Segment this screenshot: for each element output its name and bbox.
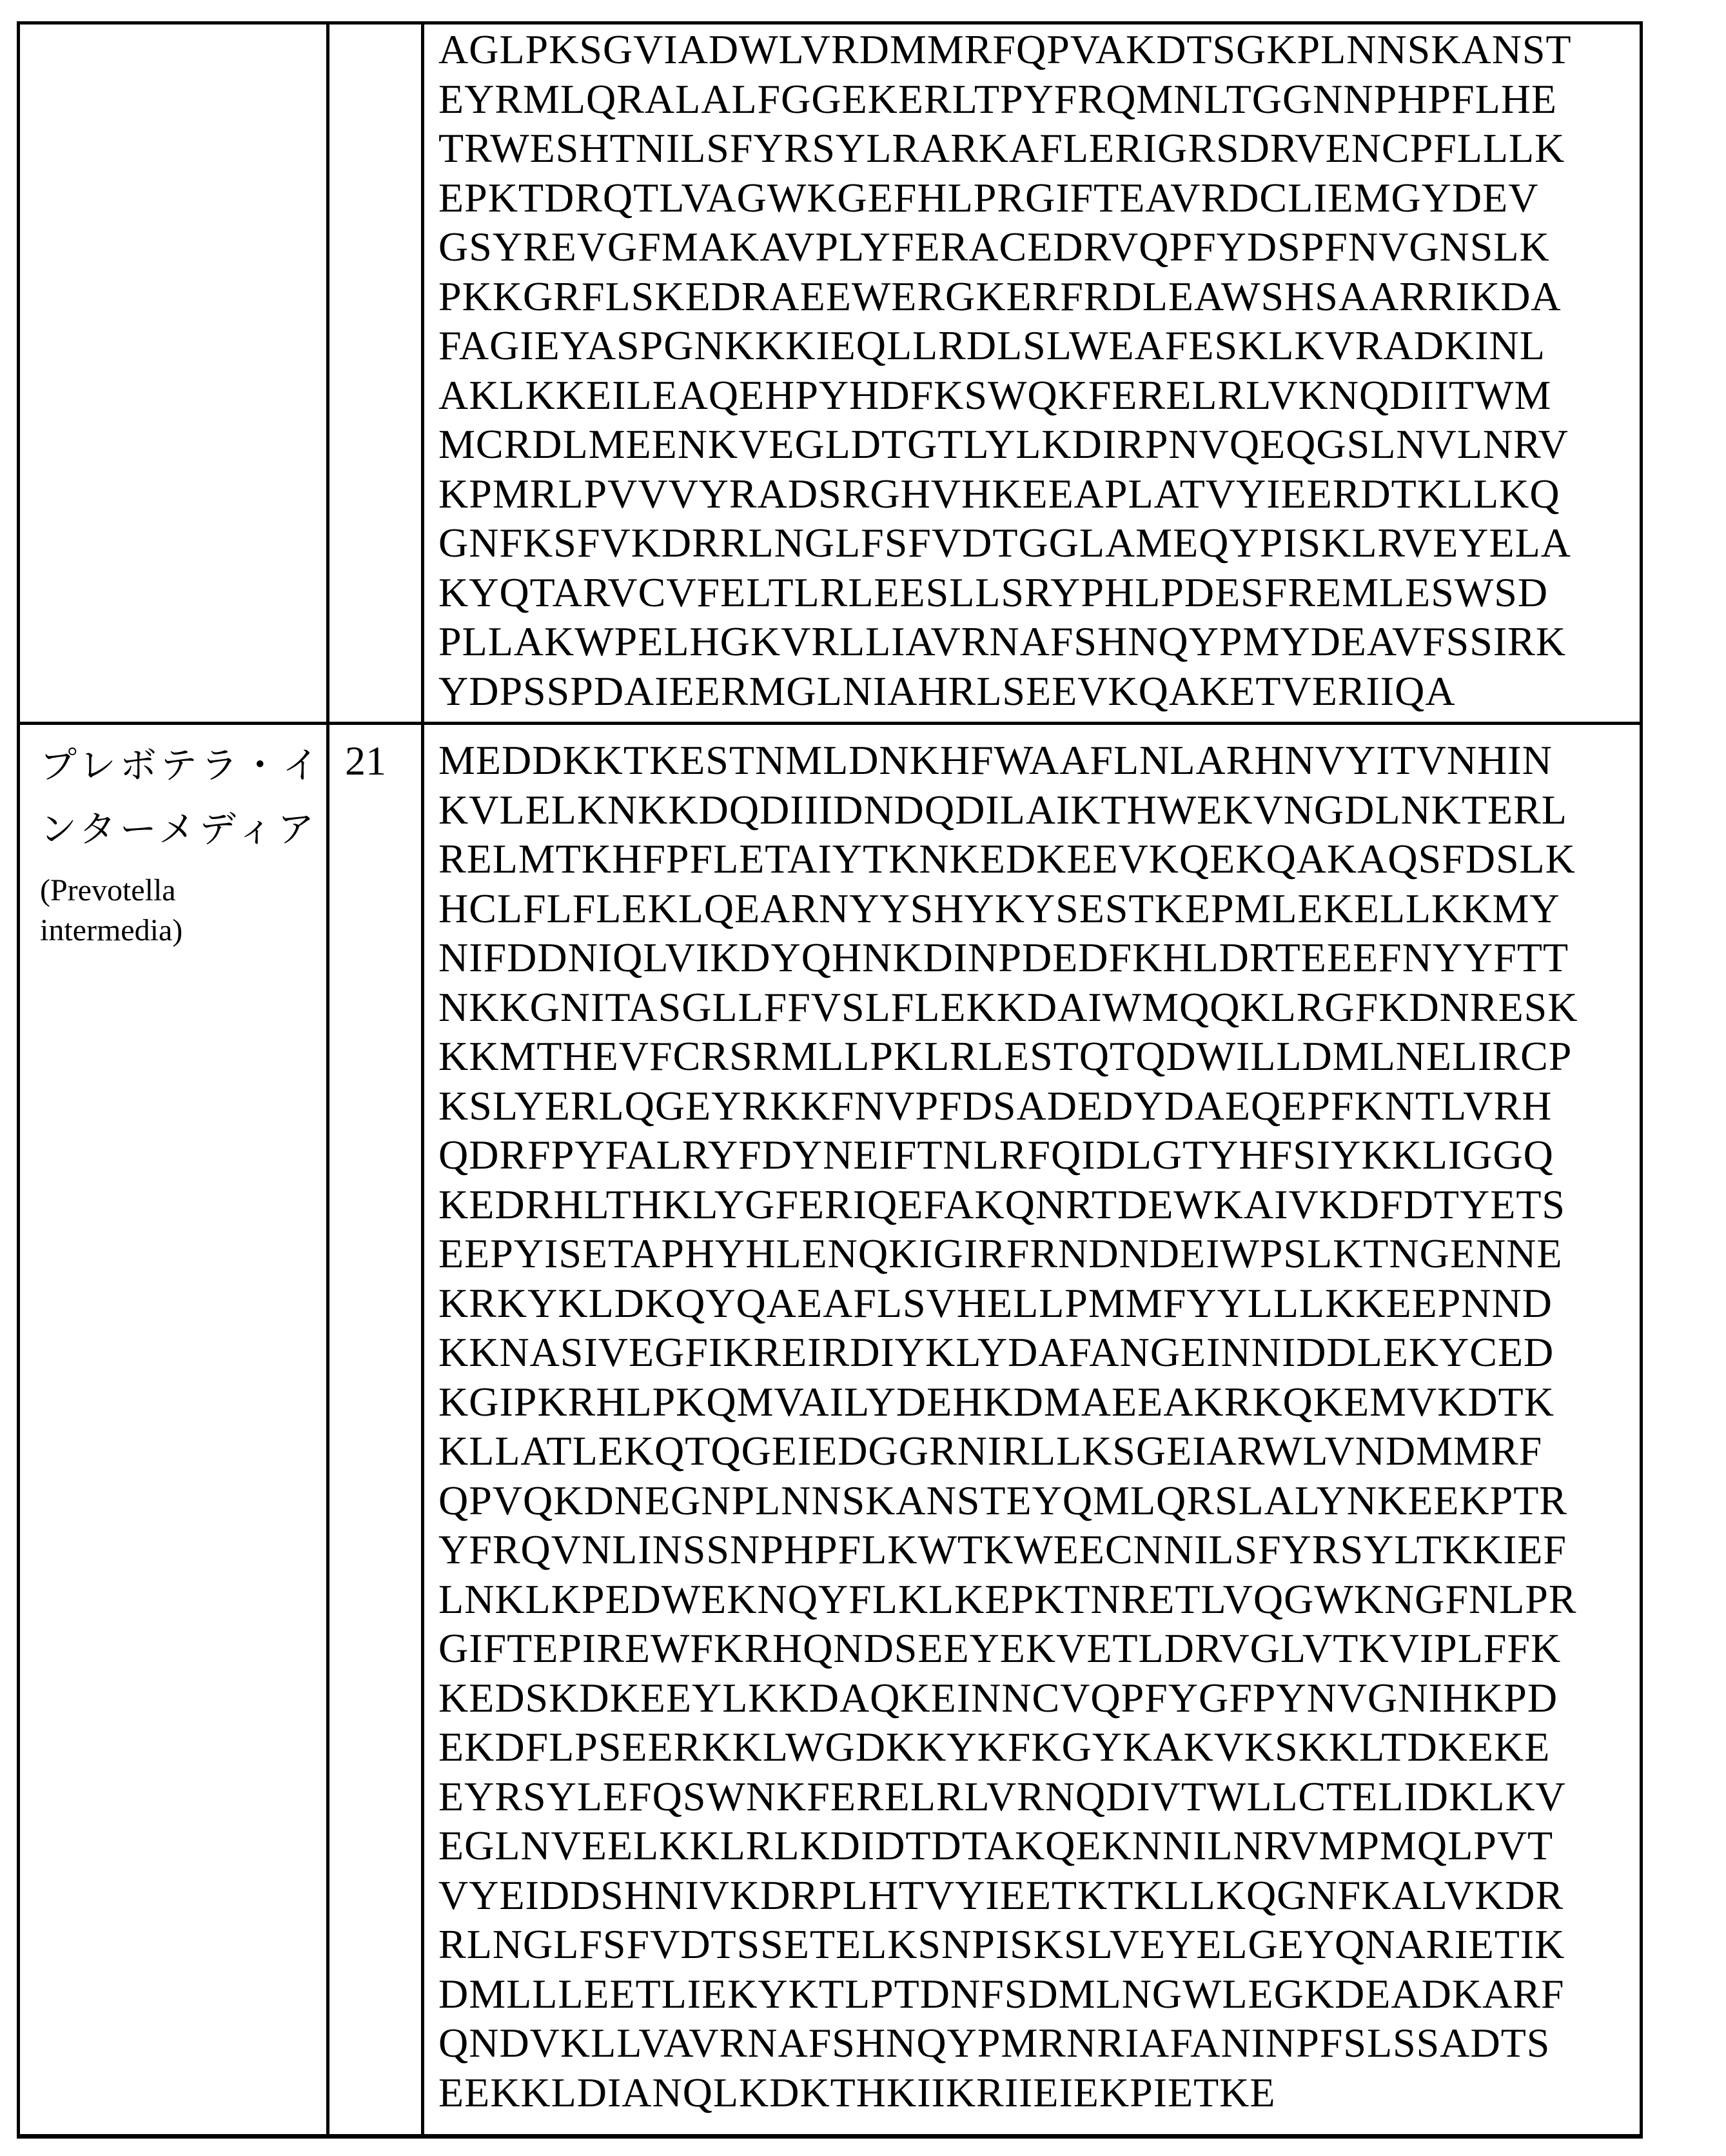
organism-cell [20,25,329,725]
sequence-id-cell [329,25,424,725]
amino-acid-sequence: AGLPKSGVIADWLVRDMMRFQPVAKDTSGKPLNNSKANST EYRMLQRALALFGGEKERLTPYFRQMNLTGGNNPHPFLHE TRWESHTNILSFYRSYLRARKAFLERIGRSDRVENCPFLLLK EPKTDRQTLVAGWKGEFHLPRGIFTEAVRDCLIEMGYDEV GSYREVGFMAKAVPLYFERACEDRVQPFYDSPFNVGNSLK PKKGRFLSKEDRAEEWERGKERFRDLEAWSHSAARRIKDA FAGIEYASPGNKKKIEQLLRDLSLWEAFESKLKVRADKINL AKLKKEILEAQEHPYHDFKSWQKFERELRLVKNQDIITWM MCRDLMEENKVEGLDTGTLYLKDIRPNVQEQGSLNVLNRV KPMRLPVVVYRADSRGHVHKEEAPLATVYIEERDTKLLKQ GNFKSFVKDRRLNGLFSFVDTGGLAMEQYPISKLRVEYELA KYQTARVCVFELTLRLEESLLSRYPHLPDESFREMLESWSD PLLAKWPELHGKVRLLIAVRNAFSHNQYPMYDEAVFSSIRK YDPSSPDAIEERMGLNIAHRLSEEVKQAKETVERIIQA [424,25,1640,725]
amino-acid-sequence: MEDDKKTKESTNMLDNKHFWAAFLNLARHNVYITVNHIN KVLELKNKKDQDIIIDNDQDILAIKTHWEKVNGDLNKTERL RELMTKHFPFLETAIYTKNKEDKEEVKQEKQAKAQSFDSLK HCLFLFLEKLQEARNYYSHYKYSESTKEPMLEKELLKKMY NIFDDNIQLVIKDYQHNKDINPDEDFKHLDRTEEEFNYYFTT NKKGNITASGLLFFVSLFLEKKDAIWMQQKLRGFKDNRESK KKMTHEVFCRSRMLLPKLRLESTQTQDWILLDMLNELIRCP KSLYERLQGEYRKKFNVPFDSADEDYDAEQEPFKNTLVRH QDRFPYFALRYFDYNEIFTNLRFQIDLGTYHFSIYKKLIGGQ KEDRHLTHKLYGFERIQEFAKQNRTDEWKAIVKDFDTYETS EEPYISETAPHYHLENQKIGIRFRNDNDEIWPSLKTNGENNE KRKYKLDKQYQAEAFLSVHELLPMMFYYLLLKKEEPNND KKNASIVEGFIKREIRDIYKLYDAFANGEINNIDDLEKYCED KGIPKRHLPKQMVAILYDEHKDMAEEAKRKQKEMVKDTK KLLATLEKQTQGEIEDGGRNIRLLKSGEIARWLVNDMMRF QPVQKDNEGNPLNNSKANSTEYQMLQRSLALYNKEEKPTR YFRQVNLINSSNPHPFLKWTKWEECNNILSFYRSYLTKKIEF LNKLKPEDWEKNQYFLKLKEPKTNRETLVQGWKNGFNLPR GIFTEPIREWFKRHQNDSEEYEKVETLDRVGLVTKVIPLFFK KEDSKDKEEYLKKDAQKEINNCVQPFYGFPYNVGNIHKPD EKDFLPSEERKKLWGDKKYKFKGYKAKVKSKKLTDKEKE EYRSYLEFQSWNKFERELRLVRNQDIVTWLLCTELIDKLKV EGLNVEELKKLRLKDIDTDTAKQEKNNILNRVMPMQLPVT VYEIDDSHNIVKDRPLHTVYIEETKTKLLKQGNFKALVKDR RLNGLFSFVDTSSETELKSNPISKSLVEYELGEYQNARIETIK DMLLLEETLIEKYKTLPTDNFSDMLNGWLEGKDEADKARF QNDVKLLVAVRNAFSHNQYPMRNRIAFANINPFSLSSADTS EEKKLDIANQLKDKTHKIIKRIIEIEKPIETKE [438,737,1578,2115]
organism-cell [20,725,329,2134]
organism-name-japanese: プレボテラ・イ ンターメディア [40,746,323,850]
organism-name-latin: (Prevotella intermedia) [40,873,183,947]
sequence-listing-table [17,21,1643,2139]
sequence-id-cell: 21 [329,725,424,2134]
